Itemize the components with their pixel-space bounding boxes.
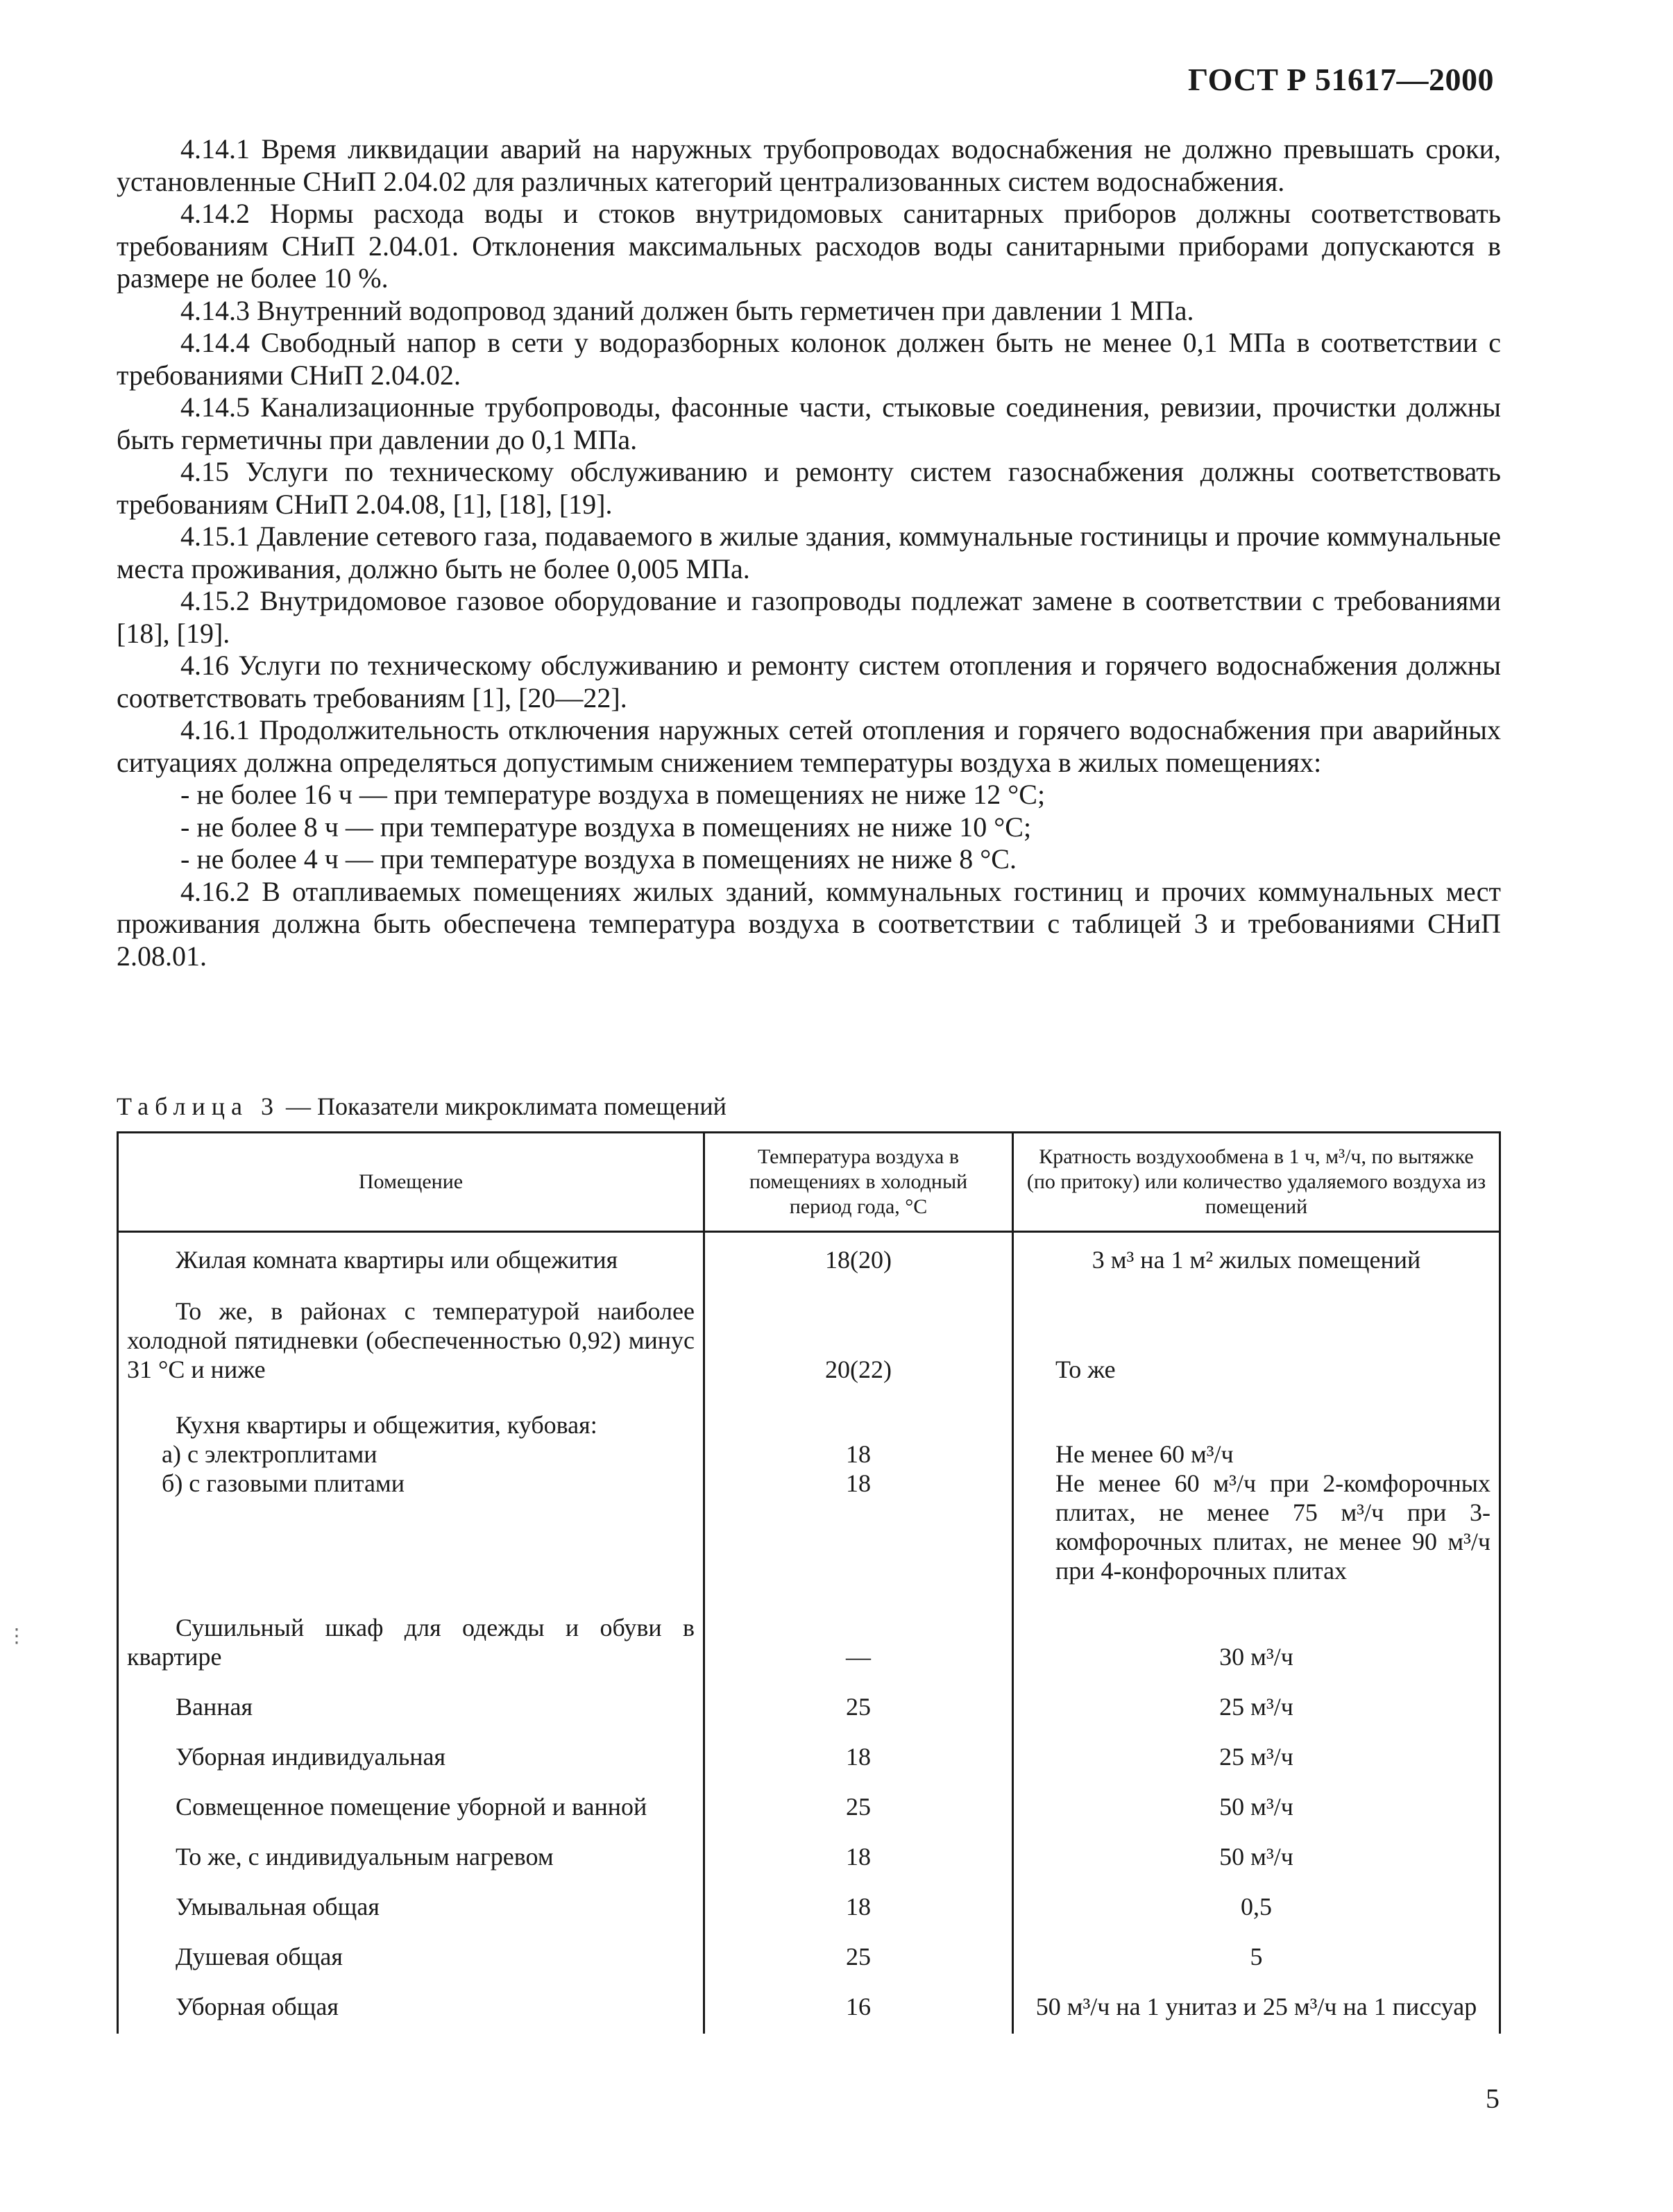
- room-cell: То же, в районах с температурой наиболее холодной пятидневки (обеспеченностью 0,92) минус 31 °С и ниже: [118, 1281, 704, 1391]
- temp-cell: 25: [704, 1778, 1013, 1828]
- temp-cell: 25: [704, 1928, 1013, 1978]
- paragraph-4-14-1: 4.14.1 Время ликвидации аварий на наружных трубопроводах водоснабжения не должно превышать сроки, установленные СНиП 2.04.02 для различных категорий централизованных систем водоснабжения.: [117, 133, 1501, 197]
- list-item: - не более 16 ч — при температуре воздуха в помещениях не ниже 12 °С;: [180, 779, 1046, 810]
- room-cell: Уборная общая: [176, 1993, 339, 2020]
- table-row: [118, 1728, 1500, 1778]
- room-cell: То же, с индивидуальным нагревом: [176, 1843, 554, 1871]
- table-row: [118, 1978, 1500, 2034]
- table-row: [118, 1778, 1500, 1828]
- paragraph-4-16-2: 4.16.2 В отапливаемых помещениях жилых зданий, коммунальных гостиниц и прочих коммунальных мест проживания должна быть обеспечена температура воздуха в соответствии с таблицей 3 и требованиями СНиП 2.08.01.: [117, 875, 1501, 972]
- table-row: [118, 1391, 1500, 1592]
- air-cell: 25 м³/ч: [1013, 1728, 1500, 1778]
- temp-cell-a: 18: [846, 1440, 871, 1468]
- microclimate-table: [117, 1131, 1501, 2034]
- list-item: - не более 4 ч — при температуре воздуха в помещениях не ниже 8 °С.: [180, 843, 1017, 875]
- paragraph-4-15-1: 4.15.1 Давление сетевого газа, подаваемого в жилые здания, коммунальные гостиницы и прочие коммунальные места проживания, должно быть не более 0,005 МПа.: [117, 521, 1501, 584]
- table-row: [118, 1928, 1500, 1978]
- table-row: [118, 1232, 1500, 1282]
- paragraph-4-14-3: 4.14.3 Внутренний водопровод зданий должен быть герметичен при давлении 1 МПа.: [180, 294, 1194, 326]
- table-row: [118, 1678, 1500, 1728]
- room-cell: Кухня квартиры и общежития, кубовая:: [176, 1411, 597, 1439]
- temp-cell: —: [704, 1592, 1013, 1678]
- air-cell: 50 м³/ч: [1013, 1828, 1500, 1878]
- air-cell: 3 м³ на 1 м² жилых помещений: [1013, 1232, 1500, 1282]
- air-cell: То же: [1013, 1281, 1500, 1391]
- list-item: - не более 8 ч — при температуре воздуха в помещениях не ниже 10 °С;: [180, 811, 1032, 843]
- body-text: [117, 133, 1501, 972]
- room-cell: Жилая комната квартиры или общежития: [176, 1246, 618, 1274]
- table-row: [118, 1592, 1500, 1678]
- air-cell-a: Не менее 60 м³/ч: [1055, 1440, 1234, 1468]
- table-row: [118, 1878, 1500, 1928]
- paragraph-4-15: 4.15 Услуги по техническому обслуживанию и ремонту систем газоснабжения должны соответствовать требованиям СНиП 2.04.08, [1], [18], [19].: [117, 456, 1501, 520]
- paragraph-4-14-2: 4.14.2 Нормы расхода воды и стоков внутридомовых санитарных приборов должны соответствовать требованиям СНиП 2.04.01. Отклонения максимальных расходов воды санитарными приборами допускаются в размере не более 10 %.: [117, 198, 1501, 294]
- room-sub-b: б) с газовыми плитами: [162, 1469, 405, 1497]
- room-cell: Душевая общая: [176, 1943, 343, 1970]
- paragraph-4-16: 4.16 Услуги по техническому обслуживанию и ремонту систем отопления и горячего водоснабжения должны соответствовать требованиям [1], [20—22].: [117, 650, 1501, 714]
- document-id-header: ГОСТ Р 51617—2000: [1188, 62, 1494, 97]
- air-cell: 5: [1013, 1928, 1500, 1978]
- air-cell: 0,5: [1013, 1878, 1500, 1928]
- table-caption-number: Таблица 3: [117, 1092, 280, 1120]
- room-cell: Умывальная общая: [176, 1893, 380, 1920]
- header-temperature: Температура воздуха в помещениях в холодный период года, °С: [704, 1133, 1013, 1232]
- temp-cell: 20(22): [704, 1281, 1013, 1391]
- air-cell: 50 м³/ч: [1013, 1778, 1500, 1828]
- air-cell: 50 м³/ч на 1 унитаз и 25 м³/ч на 1 писсуар: [1013, 1978, 1500, 2034]
- temp-cell-b: 18: [846, 1469, 871, 1497]
- room-cell: Ванная: [176, 1693, 253, 1721]
- room-cell: Совмещенное помещение уборной и ванной: [118, 1778, 704, 1828]
- table-caption: [117, 1092, 727, 1121]
- temp-cell: 18: [704, 1828, 1013, 1878]
- paragraph-4-16-1: 4.16.1 Продолжительность отключения наружных сетей отопления и горячего водоснабжения при аварийных ситуациях должна определяться допустимым снижением температуры воздуха в жилых помещениях:: [117, 714, 1501, 778]
- air-cell: 25 м³/ч: [1013, 1678, 1500, 1728]
- room-sub-a: а) с электроплитами: [162, 1440, 377, 1468]
- paragraph-4-14-4: 4.14.4 Свободный напор в сети у водоразборных колонок должен быть не менее 0,1 МПа в соответствии с требованиями СНиП 2.04.02.: [117, 327, 1501, 391]
- temp-cell: 25: [704, 1678, 1013, 1728]
- margin-mark: ⋮: [7, 1626, 26, 1647]
- room-cell: Сушильный шкаф для одежды и обуви в квартире: [118, 1592, 704, 1678]
- page-number: 5: [1486, 2083, 1500, 2114]
- air-cell: 30 м³/ч: [1013, 1592, 1500, 1678]
- temp-cell: 18: [704, 1728, 1013, 1778]
- temp-cell: 18: [704, 1878, 1013, 1928]
- temp-cell: 18(20): [704, 1232, 1013, 1282]
- table-caption-title: — Показатели микроклимата помещений: [279, 1092, 727, 1120]
- table-header-row: [118, 1133, 1500, 1232]
- table-row: [118, 1828, 1500, 1878]
- header-room: Помещение: [118, 1133, 704, 1232]
- header-air-exchange: Кратность воздухообмена в 1 ч, м³/ч, по вытяжке (по притоку) или количество удаляемого воздуха из помещений: [1013, 1133, 1500, 1232]
- paragraph-4-14-5: 4.14.5 Канализационные трубопроводы, фасонные части, стыковые соединения, ревизии, прочистки должны быть герметичны при давлении до 0,1 МПа.: [117, 391, 1501, 455]
- room-cell: Уборная индивидуальная: [176, 1743, 446, 1771]
- paragraph-4-15-2: 4.15.2 Внутридомовое газовое оборудование и газопроводы подлежат замене в соответствии с требованиями [18], [19].: [117, 585, 1501, 649]
- air-cell-b: Не менее 60 м³/ч при 2-комфорочных плитах, не менее 75 м³/ч при 3-комфорочных плитах, не менее 90 м³/ч при 4-конфорочных плитах: [1055, 1469, 1491, 1585]
- temp-cell: 16: [704, 1978, 1013, 2034]
- table-row: [118, 1281, 1500, 1391]
